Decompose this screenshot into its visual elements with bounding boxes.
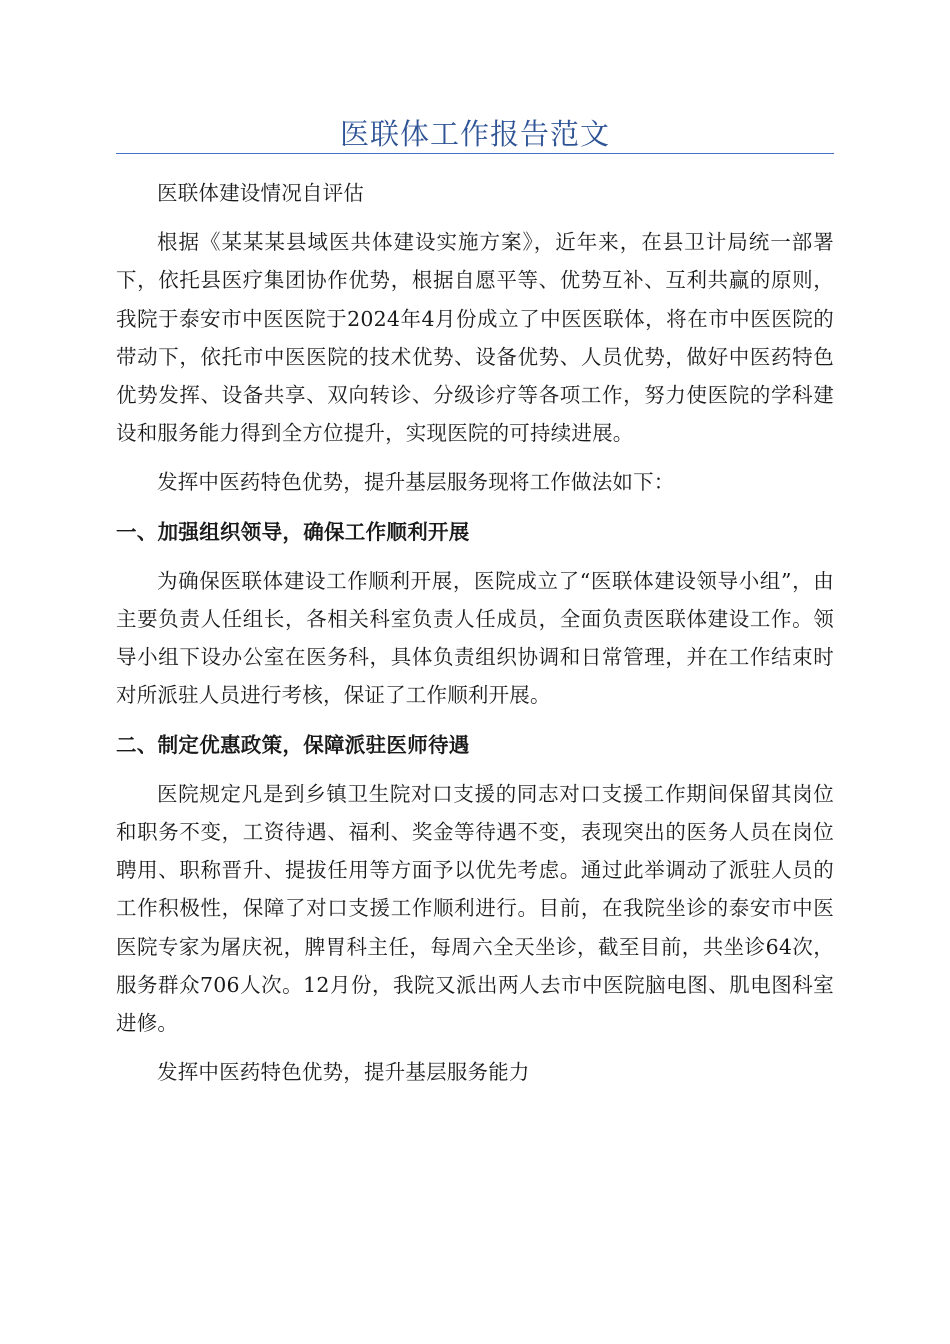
section-heading-2: 二、制定优惠政策，保障派驻医师待遇 — [116, 732, 470, 757]
section-body-1: 为确保医联体建设工作顺利开展，医院成立了“医联体建设领导小组”，由主要负责人任组长，各相关科室负责人任成员，全面负责医联体建设工作。领导小组下设办公室在医务科，具体负责组织协调和日常管理，并在工作结束时对所派驻人员进行考核，保证了工作顺利开展。 — [116, 568, 834, 708]
document-title: 医联体工作报告范文 — [339, 117, 610, 151]
lead-paragraph: 发挥中医药特色优势，提升基层服务现将工作做法如下： — [157, 470, 675, 495]
intro-paragraph: 根据《某某某县域医共体建设实施方案》，近年来，在县卫计局统一部署下，依托县医疗集团协作优势，根据自愿平等、优势互补、互利共赢的原则，我院于泰安市中医医院于2024年4月份成立了中医医联体，将在市中医医院的带动下，依托市中医医院的技术优势、设备优势、人员优势，做好中医药特色优势发挥、设备共享、双向转诊、分级诊疗等各项工作，努力使医院的学科建设和服务能力得到全方位提升，实现医院的可持续进展。 — [116, 230, 834, 446]
section-body-2: 医院规定凡是到乡镇卫生院对口支援的同志对口支援工作期间保留其岗位和职务不变，工资待遇、福利、奖金等待遇不变，表现突出的医务人员在岗位聘用、职称晋升、提拔任用等方面予以优先考虑。通过此举调动了派驻人员的工作积极性，保障了对口支援工作顺利进行。目前，在我院坐诊的泰安市中医医院专家为屠庆祝，脾胃科主任，每周六全天坐诊，截至目前，共坐诊64次，服务群众706人次。12月份，我院又派出两人去市中医院脑电图、肌电图科室进修。 — [116, 781, 834, 1036]
document-body — [116, 174, 834, 1091]
subtitle-paragraph: 医联体建设情况自评估 — [157, 181, 364, 205]
section-heading-1: 一、加强组织领导，确保工作顺利开展 — [116, 519, 470, 544]
title-underline — [116, 153, 834, 154]
closing-paragraph: 发挥中医药特色优势，提升基层服务能力 — [157, 1060, 530, 1085]
